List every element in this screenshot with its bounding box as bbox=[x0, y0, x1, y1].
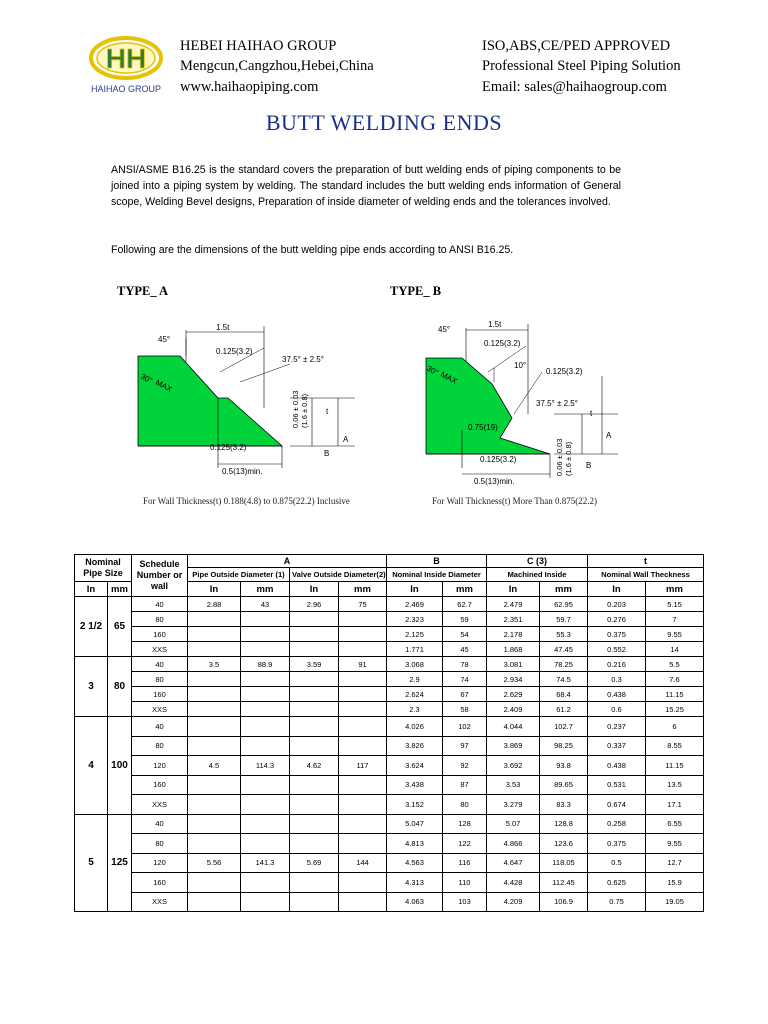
approvals-text: ISO,ABS,CE/PED APPROVED bbox=[482, 38, 671, 54]
schedule-cell: 160 bbox=[132, 687, 188, 702]
table-cell: 118.05 bbox=[540, 853, 588, 873]
table-cell: 91 bbox=[339, 657, 387, 672]
unit-in-header: In bbox=[290, 582, 339, 597]
schedule-cell: XXS bbox=[132, 702, 188, 717]
schedule-cell: 160 bbox=[132, 873, 188, 893]
type-b-bevel-label: 37.5° ± 2.5° bbox=[536, 399, 578, 408]
table-cell bbox=[290, 814, 339, 834]
table-row bbox=[75, 627, 704, 642]
unit-in-header: In bbox=[75, 582, 108, 597]
unit-mm-header: mm bbox=[108, 582, 132, 597]
table-cell bbox=[290, 627, 339, 642]
table-cell: 2.3 bbox=[387, 702, 443, 717]
table-cell: 17.1 bbox=[646, 795, 704, 815]
table-cell bbox=[188, 736, 241, 756]
table-cell: 88.9 bbox=[241, 657, 290, 672]
table-cell: 128.8 bbox=[540, 814, 588, 834]
table-cell: 0.375 bbox=[588, 627, 646, 642]
table-cell: 9.55 bbox=[646, 834, 704, 854]
table-cell: 45 bbox=[443, 642, 487, 657]
table-cell: 7.6 bbox=[646, 672, 704, 687]
table-cell: 4.063 bbox=[387, 892, 443, 912]
table-cell: 0.3 bbox=[588, 672, 646, 687]
table-cell bbox=[241, 687, 290, 702]
table-cell: 0.625 bbox=[588, 873, 646, 893]
table-cell bbox=[339, 627, 387, 642]
unit-mm-header: mm bbox=[443, 582, 487, 597]
schedule-cell: 160 bbox=[132, 627, 188, 642]
table-cell: 4.209 bbox=[487, 892, 540, 912]
table-row bbox=[75, 687, 704, 702]
table-row bbox=[75, 756, 704, 776]
table-row bbox=[75, 642, 704, 657]
table-cell: 114.3 bbox=[241, 756, 290, 776]
table-cell bbox=[290, 873, 339, 893]
table-cell: 0.237 bbox=[588, 717, 646, 737]
table-cell: 0.258 bbox=[588, 814, 646, 834]
table-cell: 89.65 bbox=[540, 775, 588, 795]
table-cell bbox=[339, 795, 387, 815]
schedule-cell: XXS bbox=[132, 795, 188, 815]
type-a-label: TYPE_ A bbox=[117, 284, 169, 298]
table-cell bbox=[339, 642, 387, 657]
table-cell: 19.05 bbox=[646, 892, 704, 912]
nominal-size-in: 2 1/2 bbox=[75, 597, 108, 657]
table-cell: 5.15 bbox=[646, 597, 704, 612]
table-cell: 74.5 bbox=[540, 672, 588, 687]
table-cell: 62.7 bbox=[443, 597, 487, 612]
table-cell: 4.5 bbox=[188, 756, 241, 776]
nominal-size-mm: 65 bbox=[108, 597, 132, 657]
table-cell: 3.068 bbox=[387, 657, 443, 672]
schedule-cell: 40 bbox=[132, 814, 188, 834]
nominal-size-header: Nominal Pipe Size bbox=[75, 555, 132, 582]
col-c-header: C (3) bbox=[487, 555, 588, 568]
table-cell bbox=[290, 672, 339, 687]
type-b-min-label: 0.5(13)min. bbox=[474, 477, 515, 486]
table-cell bbox=[241, 736, 290, 756]
table-cell bbox=[241, 814, 290, 834]
table-cell: 3.438 bbox=[387, 775, 443, 795]
nominal-size-mm: 80 bbox=[108, 657, 132, 717]
type-b-width-label: 1.5t bbox=[488, 320, 502, 329]
table-cell: 3.152 bbox=[387, 795, 443, 815]
table-cell: 5.69 bbox=[290, 853, 339, 873]
table-cell: 13.5 bbox=[646, 775, 704, 795]
nominal-size-mm: 125 bbox=[108, 814, 132, 912]
table-cell bbox=[188, 672, 241, 687]
table-cell bbox=[339, 775, 387, 795]
table-cell bbox=[241, 795, 290, 815]
table-cell: 3.5 bbox=[188, 657, 241, 672]
table-cell bbox=[290, 612, 339, 627]
table-cell: 7 bbox=[646, 612, 704, 627]
schedule-cell: 80 bbox=[132, 736, 188, 756]
table-cell: 2.323 bbox=[387, 612, 443, 627]
table-cell: 15.9 bbox=[646, 873, 704, 893]
table-cell: 6.55 bbox=[646, 814, 704, 834]
unit-in-header: In bbox=[487, 582, 540, 597]
header-row-1 bbox=[75, 555, 704, 568]
tagline-text: Professional Steel Piping Solution bbox=[482, 58, 681, 74]
company-logo bbox=[88, 36, 164, 98]
col-t-header: t bbox=[588, 555, 704, 568]
type-a-land-label: 0.06 ± 0.03 bbox=[291, 390, 300, 428]
table-cell: 3.692 bbox=[487, 756, 540, 776]
type-a-weld-area bbox=[138, 356, 282, 446]
table-cell: 93.8 bbox=[540, 756, 588, 776]
table-cell bbox=[290, 642, 339, 657]
table-cell: 75 bbox=[339, 597, 387, 612]
col-b-header: B bbox=[387, 555, 487, 568]
table-cell: 4.313 bbox=[387, 873, 443, 893]
table-cell: 4.866 bbox=[487, 834, 540, 854]
table-cell bbox=[290, 687, 339, 702]
type-b-diagram bbox=[422, 318, 632, 488]
table-cell: 2.125 bbox=[387, 627, 443, 642]
table-cell: 54 bbox=[443, 627, 487, 642]
table-cell: 5.56 bbox=[188, 853, 241, 873]
table-cell: 2.351 bbox=[487, 612, 540, 627]
table-cell bbox=[188, 702, 241, 717]
schedule-cell: 120 bbox=[132, 756, 188, 776]
type-b-root2-label: 0.125(3.2) bbox=[546, 367, 583, 376]
table-cell bbox=[339, 672, 387, 687]
table-cell: 112.45 bbox=[540, 873, 588, 893]
table-row bbox=[75, 814, 704, 834]
table-cell: 78.25 bbox=[540, 657, 588, 672]
table-cell: 2.629 bbox=[487, 687, 540, 702]
table-cell: 11.15 bbox=[646, 756, 704, 776]
table-cell: 9.55 bbox=[646, 627, 704, 642]
table-cell: 68.4 bbox=[540, 687, 588, 702]
table-cell: 59.7 bbox=[540, 612, 588, 627]
table-row bbox=[75, 717, 704, 737]
table-cell bbox=[241, 627, 290, 642]
type-a-diagram bbox=[130, 318, 370, 478]
table-cell bbox=[241, 873, 290, 893]
schedule-cell: XXS bbox=[132, 892, 188, 912]
table-cell bbox=[339, 873, 387, 893]
schedule-cell: 120 bbox=[132, 853, 188, 873]
table-cell: 122 bbox=[443, 834, 487, 854]
table-row bbox=[75, 873, 704, 893]
schedule-cell: 40 bbox=[132, 597, 188, 612]
table-cell: 117 bbox=[339, 756, 387, 776]
type-a-min-label: 0.5(13)min. bbox=[222, 467, 263, 476]
table-cell bbox=[241, 672, 290, 687]
type-b-step-label: 0.75(19) bbox=[468, 423, 498, 432]
table-cell: 1.868 bbox=[487, 642, 540, 657]
table-cell: 5.047 bbox=[387, 814, 443, 834]
table-row bbox=[75, 672, 704, 687]
unit-mm-header: mm bbox=[241, 582, 290, 597]
table-cell: 92 bbox=[443, 756, 487, 776]
col-a-header: A bbox=[188, 555, 387, 568]
type-a-A-label: A bbox=[343, 435, 349, 444]
table-cell: 5.5 bbox=[646, 657, 704, 672]
table-cell: 2.9 bbox=[387, 672, 443, 687]
table-cell: 74 bbox=[443, 672, 487, 687]
schedule-cell: 80 bbox=[132, 612, 188, 627]
table-cell: 6 bbox=[646, 717, 704, 737]
table-cell: 123.6 bbox=[540, 834, 588, 854]
schedule-cell: 40 bbox=[132, 657, 188, 672]
table-cell: 5.07 bbox=[487, 814, 540, 834]
table-cell bbox=[241, 642, 290, 657]
table-cell: 15.25 bbox=[646, 702, 704, 717]
table-cell bbox=[188, 775, 241, 795]
type-a-t-label: t bbox=[326, 407, 329, 416]
type-b-bottom-root-label: 0.125(3.2) bbox=[480, 455, 517, 464]
unit-in-header: In bbox=[588, 582, 646, 597]
table-cell: 62.95 bbox=[540, 597, 588, 612]
page-title: BUTT WELDING ENDS bbox=[265, 110, 503, 135]
table-cell: 4.428 bbox=[487, 873, 540, 893]
table-cell: 58 bbox=[443, 702, 487, 717]
type-b-land-mm-label: (1.6 ± 0.8) bbox=[564, 441, 573, 476]
pipe-od-header: Pipe Outside Diameter (1) bbox=[188, 568, 290, 582]
table-cell bbox=[188, 892, 241, 912]
table-cell: 3.869 bbox=[487, 736, 540, 756]
table-cell bbox=[290, 736, 339, 756]
table-cell: 0.438 bbox=[588, 687, 646, 702]
nwt-header: Nominal Wall Theckness bbox=[588, 568, 704, 582]
table-cell: 0.5 bbox=[588, 853, 646, 873]
unit-mm-header: mm bbox=[339, 582, 387, 597]
table-cell: 43 bbox=[241, 597, 290, 612]
table-cell: 3.624 bbox=[387, 756, 443, 776]
table-cell bbox=[290, 892, 339, 912]
table-cell: 3.081 bbox=[487, 657, 540, 672]
type-a-45-label: 45° bbox=[158, 335, 171, 344]
dimensions-table bbox=[74, 554, 704, 912]
table-cell: 144 bbox=[339, 853, 387, 873]
dimensions-intro: Following are the dimensions of the butt welding pipe ends according to ANSI B16.25. bbox=[111, 244, 514, 256]
schedule-cell: 40 bbox=[132, 717, 188, 737]
machined-header: Machined Inside bbox=[487, 568, 588, 582]
type-b-B-label: B bbox=[586, 461, 592, 470]
table-row bbox=[75, 702, 704, 717]
company-name: HEBEI HAIHAO GROUP bbox=[180, 38, 337, 54]
table-cell: 3.826 bbox=[387, 736, 443, 756]
type-b-root-label: 0.125(3.2) bbox=[484, 339, 521, 348]
table-cell: 2.469 bbox=[387, 597, 443, 612]
table-cell: 2.479 bbox=[487, 597, 540, 612]
table-cell: 59 bbox=[443, 612, 487, 627]
table-cell bbox=[188, 612, 241, 627]
table-row bbox=[75, 612, 704, 627]
type-b-30-label: 30° bbox=[425, 363, 440, 378]
table-cell: 4.026 bbox=[387, 717, 443, 737]
table-cell bbox=[241, 892, 290, 912]
type-a-width-label: 1.5t bbox=[216, 323, 230, 332]
table-cell: 0.375 bbox=[588, 834, 646, 854]
table-cell bbox=[339, 814, 387, 834]
table-cell: 116 bbox=[443, 853, 487, 873]
nominal-size-in: 5 bbox=[75, 814, 108, 912]
table-row bbox=[75, 892, 704, 912]
table-cell bbox=[188, 795, 241, 815]
type-a-root-label: 0.125(3.2) bbox=[216, 347, 253, 356]
table-row bbox=[75, 795, 704, 815]
table-cell: 0.674 bbox=[588, 795, 646, 815]
table-cell bbox=[290, 702, 339, 717]
table-cell: 61.2 bbox=[540, 702, 588, 717]
email-text[interactable]: Email: sales@haihaogroup.com bbox=[482, 79, 667, 95]
table-row bbox=[75, 775, 704, 795]
nominal-size-mm: 100 bbox=[108, 717, 132, 815]
table-cell: 78 bbox=[443, 657, 487, 672]
table-cell: 2.934 bbox=[487, 672, 540, 687]
table-body bbox=[75, 555, 704, 912]
schedule-cell: 160 bbox=[132, 775, 188, 795]
table-cell bbox=[339, 687, 387, 702]
table-cell: 0.438 bbox=[588, 756, 646, 776]
intro-paragraph: ANSI/ASME B16.25 is the standard covers the preparation of butt welding ends of piping components to be joined into a piping system by welding. The standard includes the butt welding ends information of General scope, Welding Bevel designs, Preparation of inside diameter of welding ends and the tolerances involved. bbox=[111, 164, 621, 208]
table-cell: 3.59 bbox=[290, 657, 339, 672]
company-website[interactable]: www.haihaopiping.com bbox=[180, 79, 319, 95]
table-cell: 97 bbox=[443, 736, 487, 756]
table-cell bbox=[188, 687, 241, 702]
table-cell: 2.96 bbox=[290, 597, 339, 612]
table-row bbox=[75, 736, 704, 756]
nid-header: Nominal Inside Diameter bbox=[387, 568, 487, 582]
table-row bbox=[75, 657, 704, 672]
table-cell: 87 bbox=[443, 775, 487, 795]
type-a-30-label: 30° bbox=[139, 371, 154, 386]
type-b-A-label: A bbox=[606, 431, 612, 440]
table-cell bbox=[290, 717, 339, 737]
table-cell bbox=[290, 775, 339, 795]
table-cell: 2.88 bbox=[188, 597, 241, 612]
table-cell: 0.203 bbox=[588, 597, 646, 612]
table-cell bbox=[188, 717, 241, 737]
type-a-B-label: B bbox=[324, 449, 330, 458]
table-cell: 0.6 bbox=[588, 702, 646, 717]
table-row bbox=[75, 853, 704, 873]
logo-caption: HAIHAO GROUP bbox=[90, 84, 161, 94]
type-b-land-label: 0.06 ± 0.03 bbox=[555, 438, 564, 476]
table-cell: 4.647 bbox=[487, 853, 540, 873]
table-cell: 98.25 bbox=[540, 736, 588, 756]
table-cell: 1.771 bbox=[387, 642, 443, 657]
table-cell: 0.531 bbox=[588, 775, 646, 795]
table-cell: 14 bbox=[646, 642, 704, 657]
table-cell: 0.276 bbox=[588, 612, 646, 627]
table-cell: 0.552 bbox=[588, 642, 646, 657]
nominal-size-in: 4 bbox=[75, 717, 108, 815]
unit-mm-header: mm bbox=[646, 582, 704, 597]
table-cell: 0.216 bbox=[588, 657, 646, 672]
table-cell bbox=[188, 834, 241, 854]
table-cell: 110 bbox=[443, 873, 487, 893]
table-cell: 0.337 bbox=[588, 736, 646, 756]
table-cell: 4.563 bbox=[387, 853, 443, 873]
table-row bbox=[75, 597, 704, 612]
type-a-caption: For Wall Thickness(t) 0.188(4.8) to 0.875(22.2) Inclusive bbox=[143, 496, 350, 506]
schedule-header: Schedule Number or wall bbox=[132, 555, 188, 597]
table-cell: 12.7 bbox=[646, 853, 704, 873]
table-cell: 0.75 bbox=[588, 892, 646, 912]
unit-mm-header: mm bbox=[540, 582, 588, 597]
table-cell: 4.62 bbox=[290, 756, 339, 776]
table-cell bbox=[188, 642, 241, 657]
company-address: Mengcun,Cangzhou,Hebei,China bbox=[180, 58, 374, 74]
table-cell bbox=[241, 612, 290, 627]
table-cell bbox=[339, 736, 387, 756]
table-cell bbox=[241, 775, 290, 795]
table-cell: 2.409 bbox=[487, 702, 540, 717]
table-cell: 106.9 bbox=[540, 892, 588, 912]
schedule-cell: XXS bbox=[132, 642, 188, 657]
type-b-t-label: t bbox=[590, 409, 593, 418]
table-cell bbox=[241, 717, 290, 737]
type-a-bevel-label: 37.5° ± 2.5° bbox=[282, 355, 324, 364]
table-cell: 2.624 bbox=[387, 687, 443, 702]
type-b-label: TYPE_ B bbox=[390, 284, 442, 298]
table-cell: 47.45 bbox=[540, 642, 588, 657]
table-cell: 8.55 bbox=[646, 736, 704, 756]
table-cell bbox=[241, 702, 290, 717]
type-b-45-label: 45° bbox=[438, 325, 451, 334]
table-cell bbox=[241, 834, 290, 854]
table-cell bbox=[339, 717, 387, 737]
table-cell bbox=[290, 795, 339, 815]
type-a-max-label: MAX bbox=[154, 377, 174, 394]
table-cell: 3.53 bbox=[487, 775, 540, 795]
table-cell bbox=[188, 814, 241, 834]
table-cell: 55.3 bbox=[540, 627, 588, 642]
table-cell: 102.7 bbox=[540, 717, 588, 737]
table-cell: 4.044 bbox=[487, 717, 540, 737]
table-cell: 2.178 bbox=[487, 627, 540, 642]
table-cell: 3.279 bbox=[487, 795, 540, 815]
schedule-cell: 80 bbox=[132, 672, 188, 687]
type-b-max-label: MAX bbox=[439, 369, 459, 386]
valve-od-header: Valve Outside Diameter(2) bbox=[290, 568, 387, 582]
table-cell bbox=[290, 834, 339, 854]
table-cell bbox=[188, 627, 241, 642]
table-cell: 67 bbox=[443, 687, 487, 702]
table-cell: 80 bbox=[443, 795, 487, 815]
logo-letters: HH bbox=[105, 43, 147, 74]
unit-in-header: In bbox=[188, 582, 241, 597]
unit-in-header: In bbox=[387, 582, 443, 597]
table-cell bbox=[339, 834, 387, 854]
table-cell bbox=[339, 702, 387, 717]
type-a-land-mm-label: (1.6 ± 0.8) bbox=[300, 393, 309, 428]
type-b-caption: For Wall Thickness(t) More Than 0.875(22.2) bbox=[432, 496, 598, 506]
table-cell: 128 bbox=[443, 814, 487, 834]
table-cell: 141.3 bbox=[241, 853, 290, 873]
table-cell: 103 bbox=[443, 892, 487, 912]
table-cell: 83.3 bbox=[540, 795, 588, 815]
type-b-10-label: 10° bbox=[514, 361, 527, 370]
table-cell: 102 bbox=[443, 717, 487, 737]
table-row bbox=[75, 834, 704, 854]
table-cell: 4.813 bbox=[387, 834, 443, 854]
type-a-bottom-root-label: 0.125(3.2) bbox=[210, 443, 247, 452]
table-cell bbox=[339, 892, 387, 912]
nominal-size-in: 3 bbox=[75, 657, 108, 717]
table-cell bbox=[339, 612, 387, 627]
table-cell: 11.15 bbox=[646, 687, 704, 702]
schedule-cell: 80 bbox=[132, 834, 188, 854]
table-cell bbox=[188, 873, 241, 893]
